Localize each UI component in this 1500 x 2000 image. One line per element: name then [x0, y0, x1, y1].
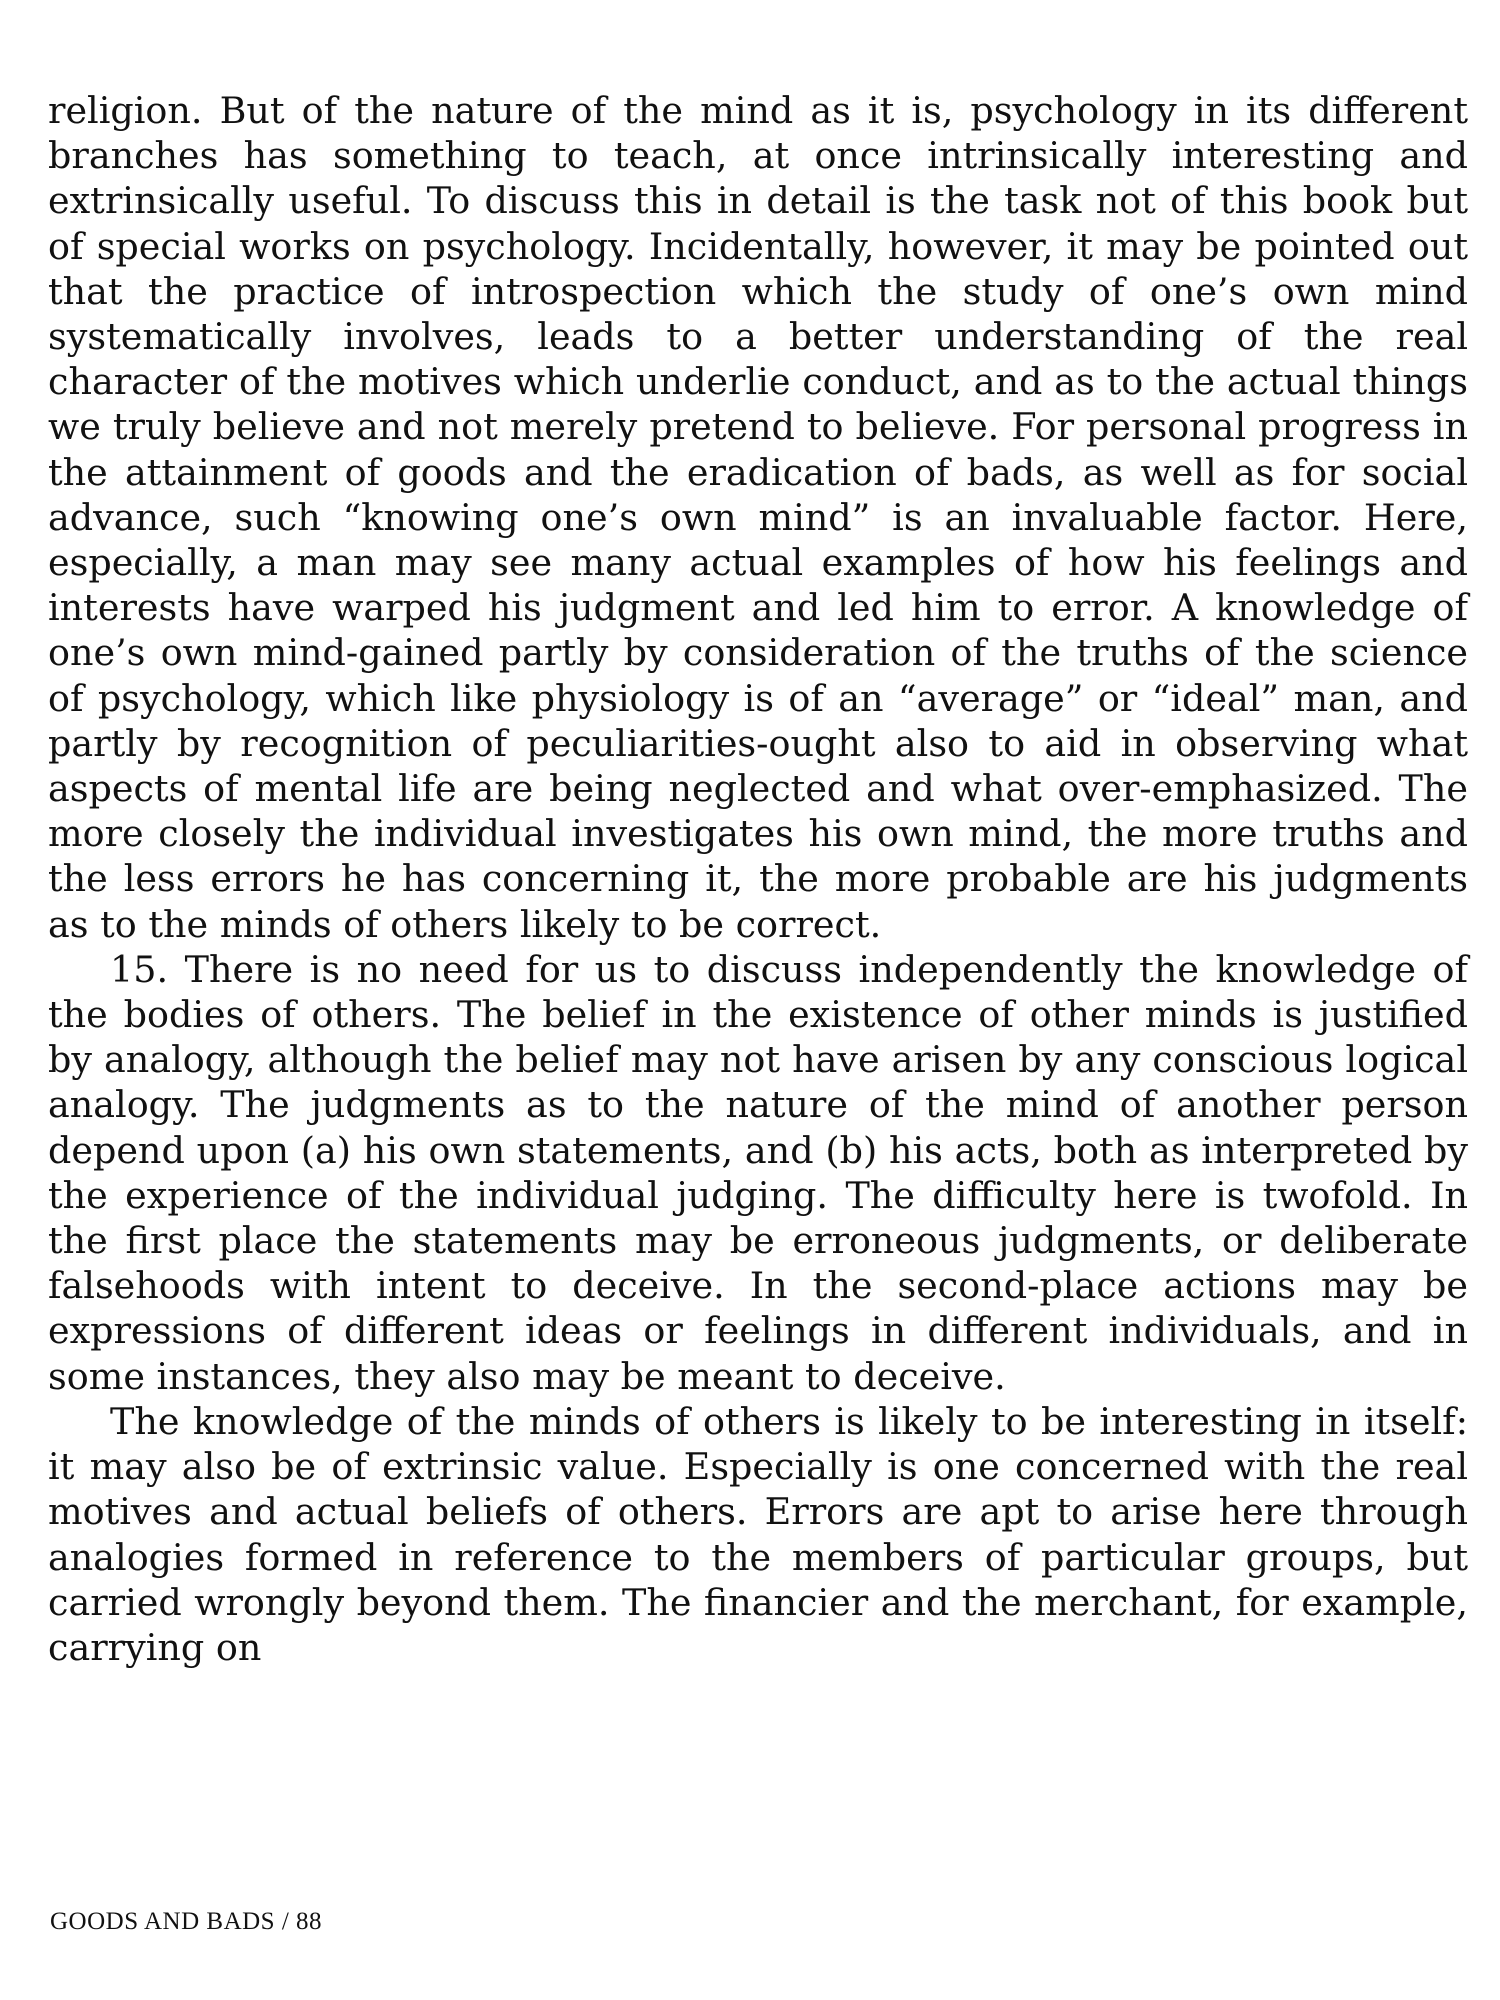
paragraph-minds-of-others: The knowledge of the minds of others is likely to be interesting in itself: it may also be of extrinsic value. Especially is one concerned with the real motives and actual beliefs of others. Errors are apt to arise here through analogies formed in reference to the members of particular groups, but carried wrongly beyond them. The financier and the merchant, for example, carrying on [48, 1399, 1468, 1669]
page-body [48, 88, 1468, 1670]
paragraph-psychology: religion. But of the nature of the mind as it is, psychology in its different branches has something to teach, at once intrinsically interesting and extrinsically useful. To discuss this in detail is the task not of this book but of special works on psychology. Incidentally, however, it may be pointed out that the practice of introspection which the study of one’s own mind systematically involves, leads to a better understanding of the real character of the motives which underlie conduct, and as to the actual things we truly believe and not merely pretend to believe. For personal progress in the attainment of goods and the eradication of bads, as well as for social advance, such “knowing one’s own mind” is an invaluable factor. Here, especially, a man may see many actual examples of how his feelings and interests have warped his judgment and led him to error. A knowledge of one’s own mind-gained partly by consideration of the truths of the science of psychology, which like physiology is of an “average” or “ideal” man, and partly by recognition of peculiarities-ought also to aid in observing what aspects of mental life are being neglected and what over-emphasized. The more closely the individual investigates his own mind, the more truths and the less errors he has concerning it, the more probable are his judgments as to the minds of others likely to be correct. [48, 89, 1468, 946]
paragraph-section-15: 15. There is no need for us to discuss independently the knowledge of the bodies of others. The belief in the existence of other minds is justified by analogy, although the belief may not have arisen by any conscious logical analogy. The judgments as to the nature of the mind of another person depend upon (a) his own statements, and (b) his acts, both as interpreted by the experience of the individual judging. The difficulty here is twofold. In the first place the statements may be erroneous judgments, or deliberate falsehoods with intent to deceive. In the second-place actions may be expressions of different ideas or feelings in different individuals, and in some instances, they also may be meant to deceive. [48, 947, 1468, 1398]
page-footer: GOODS AND BADS / 88 [50, 1908, 323, 1935]
